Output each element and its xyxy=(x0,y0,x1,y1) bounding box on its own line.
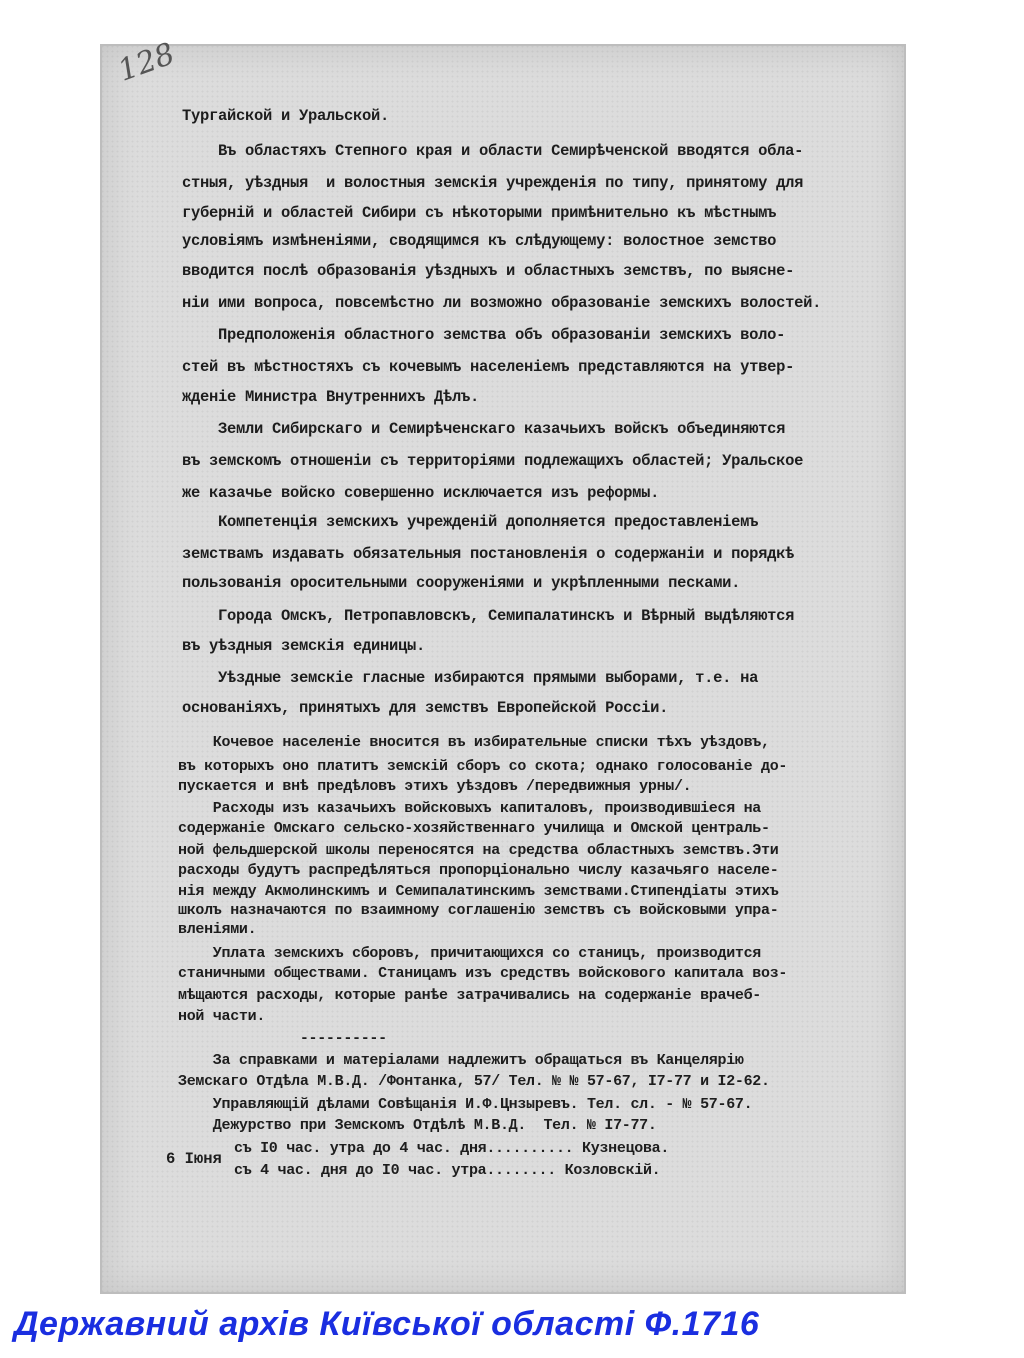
contact-line: съ I0 час. утра до 4 час. дня.......... Кузнецова. xyxy=(234,1140,670,1157)
text-line: ной части. xyxy=(178,1008,266,1025)
text-line: содержаніе Омскаго сельско-хозяйственнаго училища и Омской централь- xyxy=(178,820,770,837)
contact-line: Земскаго Отдѣла М.В.Д. /Фонтанка, 57/ Тел. № № 57-67, I7-77 и I2-62. xyxy=(178,1073,770,1090)
text-line: школъ назначаются по взаимному соглашенію земствъ съ войсковыми упра- xyxy=(178,902,779,919)
text-line: мѣщаются расходы, которые ранѣе затрачивались на содержаніе врачеб- xyxy=(178,987,761,1004)
text-line: губерній и областей Сибири съ нѣкоторыми примѣнительно къ мѣстнымъ xyxy=(182,204,777,222)
contact-line: За справками и матеріалами надлежитъ обращаться въ Канцелярію xyxy=(178,1052,744,1069)
text-line: стныя, уѣздныя и волостныя земскія учрежденія по типу, принятому для xyxy=(182,174,804,192)
text-line: въ которыхъ оно платитъ земскій сборъ со скота; однако голосованіе до- xyxy=(178,758,788,775)
contact-line: ---------- xyxy=(178,1030,387,1047)
text-line: Уплата земскихъ сборовъ, причитающихся со станицъ, производится xyxy=(178,945,761,962)
handwritten-note: 128 xyxy=(113,36,180,89)
text-line: Компетенція земскихъ учрежденій дополняется предоставленіемъ xyxy=(182,513,759,531)
text-line: въ земскомъ отношеніи съ территоріями подлежащихъ областей; Уральское xyxy=(182,452,804,470)
text-line: жденіе Министра Внутреннихъ Дѣлъ. xyxy=(182,388,480,406)
text-line: Уѣздные земскіе гласные избираются прямыми выборами, т.е. на xyxy=(182,669,759,687)
text-line: Въ областяхъ Степного края и области Семирѣченской вводятся обла- xyxy=(182,142,804,160)
text-line: въ уѣздныя земскія единицы. xyxy=(182,637,426,655)
text-line: расходы будутъ распредѣляться пропорціонально числу казачьяго населе- xyxy=(178,862,779,879)
archive-caption: Державний архів Київської області Ф.1716 xyxy=(14,1305,760,1343)
document-date: 6 Іюня xyxy=(166,1150,222,1168)
contact-line: Дежурство при Земскомъ Отдѣлѣ М.В.Д. Тел. № I7-77. xyxy=(178,1117,657,1134)
text-line: пускается и внѣ предѣловъ этихъ уѣздовъ /передвижныя урны/. xyxy=(178,778,692,795)
text-line: станичными обществами. Станицамъ изъ средствъ войскового капитала воз- xyxy=(178,965,788,982)
text-line: вводится послѣ образованія уѣздныхъ и областныхъ земствъ, по выясне- xyxy=(182,262,795,280)
text-line: нія между Акмолинскимъ и Семипалатинскимъ земствами.Стипендіаты этихъ xyxy=(178,883,779,900)
text-line: условіямъ измѣненіями, сводящимся къ слѣдующему: волостное земство xyxy=(182,232,777,250)
text-line: ной фельдшерской школы переносятся на средства областныхъ земствъ.Эти xyxy=(178,842,779,859)
contact-line: съ 4 час. дня до I0 час. утра........ Козловскій. xyxy=(234,1162,661,1179)
text-line: пользованія оросительными сооруженіями и укрѣпленными песками. xyxy=(182,574,741,592)
text-line: же казачье войско совершенно исключается изъ реформы. xyxy=(182,484,660,502)
contact-line: Управляющій дѣлами Совѣщанія И.Ф.Цнзыревъ. Тел. сл. - № 57-67. xyxy=(178,1096,753,1113)
text-line: Расходы изъ казачьихъ войсковыхъ капиталовъ, производившіеся на xyxy=(178,800,761,817)
text-line: Кочевое населеніе вносится въ избирательные списки тѣхъ уѣздовъ, xyxy=(178,734,770,751)
text-line: стей въ мѣстностяхъ съ кочевымъ населеніемъ представляются на утвер- xyxy=(182,358,795,376)
text-line: вленіями. xyxy=(178,921,257,938)
text-line: земствамъ издавать обязательныя постановленія о содержаніи и порядкѣ xyxy=(182,545,795,563)
text-line: основаніяхъ, принятыхъ для земствъ Европейской Россіи. xyxy=(182,699,669,717)
text-line: Тургайской и Уральской. xyxy=(182,107,390,125)
text-line: Города Омскъ, Петропавловскъ, Семипалатинскъ и Вѣрный выдѣляются xyxy=(182,607,795,625)
text-line: ніи ими вопроса, повсемѣстно ли возможно образованіе земскихъ волостей. xyxy=(182,294,822,312)
text-line: Земли Сибирскаго и Семирѣченскаго казачьихъ войскъ объединяются xyxy=(182,420,786,438)
text-line: Предположенія областного земства объ образованіи земскихъ воло- xyxy=(182,326,786,344)
